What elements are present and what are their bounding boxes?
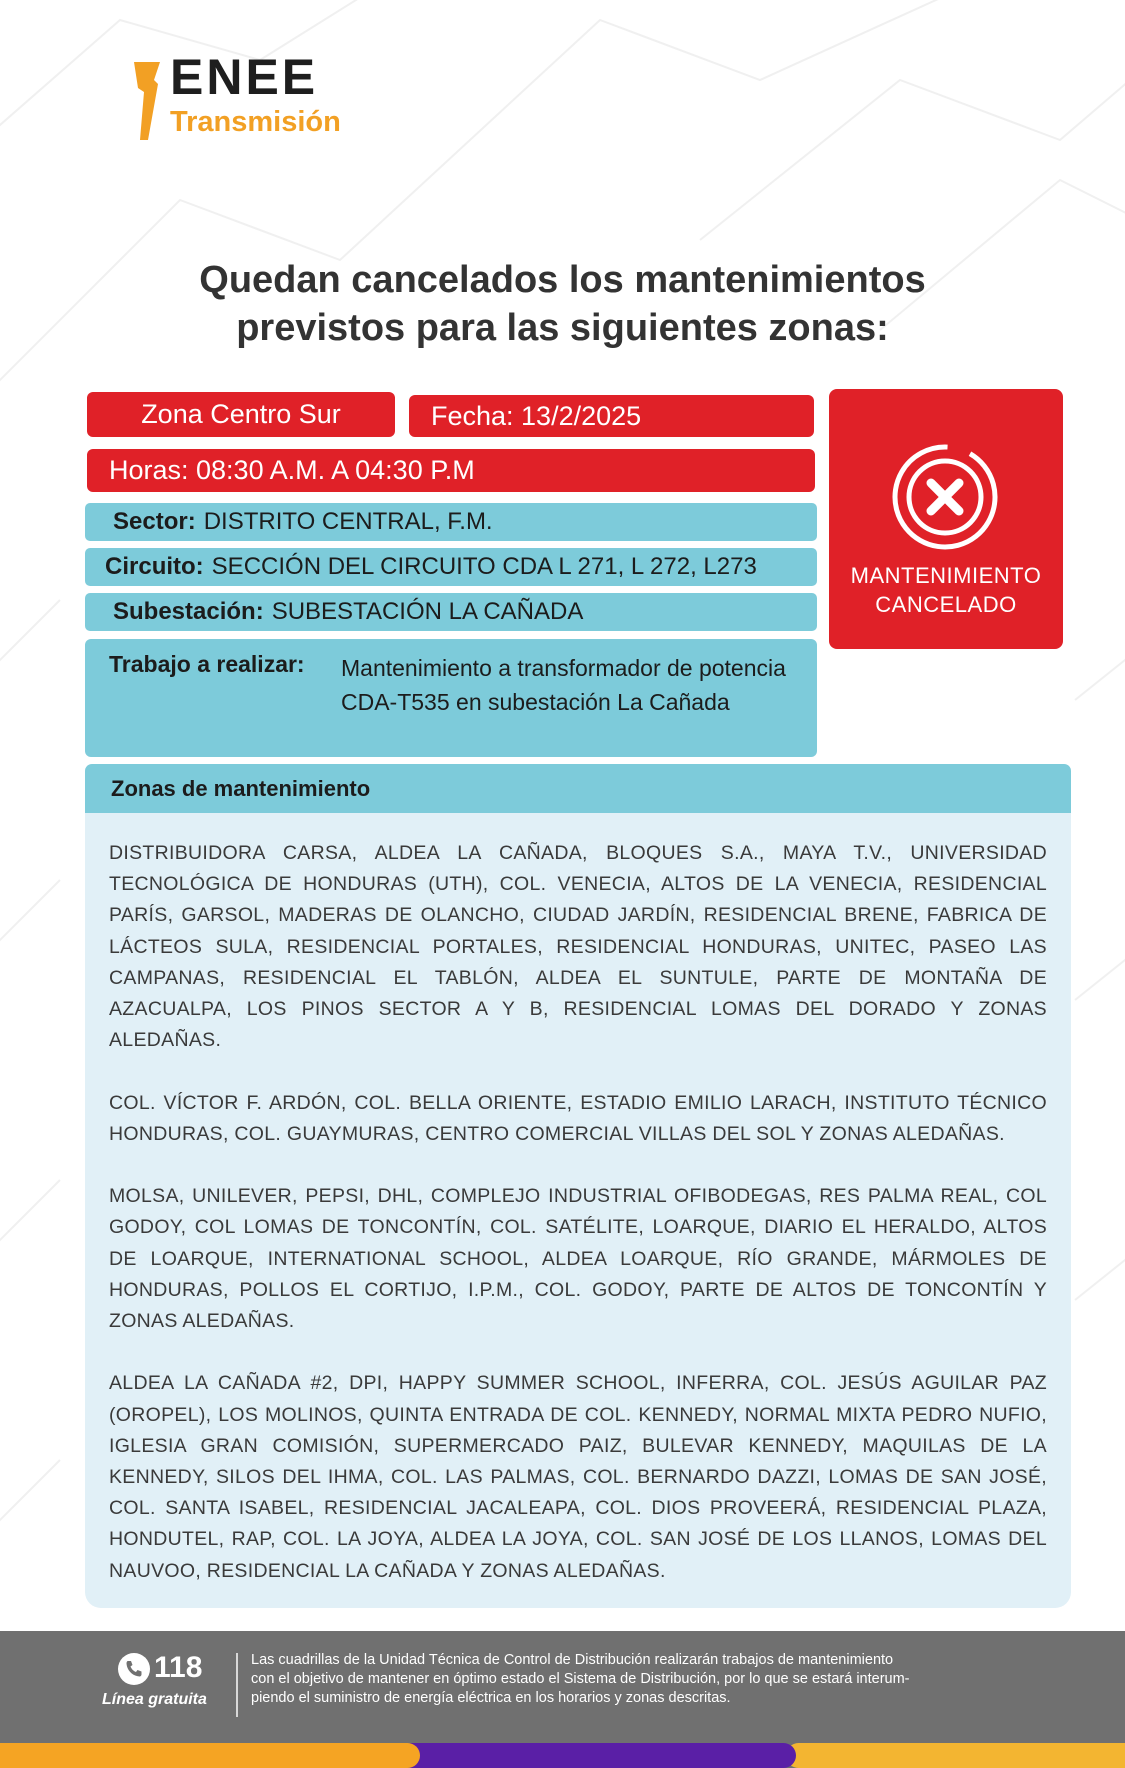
zona-paragraph: COL. VÍCTOR F. ARDÓN, COL. BELLA ORIENTE, ESTADIO EMILIO LARACH, INSTITUTO TÉCNICO HONDURAS, COL. GUAYMURAS, CENTRO COMERCIAL VILLAS DEL SOL Y ZONAS ALEDAÑAS.	[109, 1091, 1047, 1145]
zonas-list	[85, 813, 1071, 1608]
footer-bar-orange	[0, 1743, 420, 1768]
x-circle-icon	[889, 441, 1001, 553]
sector-value: DISTRITO CENTRAL, F.M.	[203, 508, 493, 535]
sector-row	[85, 503, 817, 541]
enee-logo-mark	[134, 62, 160, 140]
footer-note-line-3: piendo el suministro de energía eléctrica en los horarios y zonas descritas.	[251, 1690, 731, 1706]
phone-number: 118	[154, 1651, 203, 1684]
circuito-value: SECCIÓN DEL CIRCUITO CDA L 271, L 272, L273	[211, 553, 757, 580]
footer-divider	[236, 1653, 238, 1717]
page-title	[100, 256, 1025, 352]
footer-note	[251, 1651, 1041, 1708]
sector-label: Sector:	[113, 508, 196, 535]
footer-note-line-1: Las cuadrillas de la Unidad Técnica de Control de Distribución realizarán trabajos de mantenimiento	[251, 1652, 894, 1668]
horas-badge: Horas: 08:30 A.M. A 04:30 P.M	[87, 449, 815, 492]
zona-badge: Zona Centro Sur	[87, 392, 395, 437]
subestacion-label: Subestación:	[113, 598, 264, 625]
circuito-row	[85, 548, 817, 586]
footer-bar-purple	[398, 1743, 796, 1768]
trabajo-label: Trabajo a realizar:	[109, 651, 305, 677]
phone-label: Línea gratuita	[102, 1691, 207, 1708]
logo-subtitle: Transmisión	[170, 106, 341, 138]
circuito-label: Circuito:	[105, 553, 204, 580]
title-line-2: previstos para las siguientes zonas:	[236, 307, 889, 349]
footer-bar-yellow	[786, 1743, 1125, 1768]
footer-note-line-2: con el objetivo de mantener en óptimo estado el Sistema de Distribución, por lo que se estará interum-	[251, 1671, 910, 1687]
footer	[0, 1631, 1125, 1768]
zona-paragraph: ALDEA LA CAÑADA #2, DPI, HAPPY SUMMER SCHOOL, INFERRA, COL. JESÚS AGUILAR PAZ (OROPEL), LOS MOLINOS, QUINTA ENTRADA DE COL. KENNEDY, NORMAL MIXTA PEDRO NUFIO, IGLESIA GRAN COMISIÓN, SUPERMERCADO PAIZ, BULEVAR KENNEDY, MAQUILAS DE LA KENNEDY, SILOS DEL IHMA, COL. LAS PALMAS, COL. BERNARDO DAZZI, LOMAS DE SAN JOSÉ, COL. SANTA ISABEL, RESIDENCIAL JACALEAPA, COL. DIOS PROVEERÁ, RESIDENCIAL PLAZA, HONDUTEL, RAP, COL. LA JOYA, ALDEA LA JOYA, COL. SAN JOSÉ DE LOS LLANOS, LOMAS DEL NAUVOO, RESIDENCIAL LA CAÑADA Y ZONAS ALEDAÑAS.	[109, 1372, 1047, 1582]
fecha-badge: Fecha: 13/2/2025	[409, 395, 814, 437]
cancel-label	[829, 561, 1063, 619]
zona-paragraph: DISTRIBUIDORA CARSA, ALDEA LA CAÑADA, BLOQUES S.A., MAYA T.V., UNIVERSIDAD TECNOLÓGICA DE HONDURAS (UTH), COL. VENECIA, ALTOS DE LA VENECIA, RESIDENCIAL PARÍS, GARSOL, MADERAS DE OLANCHO, CIUDAD JARDÍN, RESIDENCIAL BRENE, FABRICA DE LÁCTEOS SULA, RESIDENCIAL PORTALES, RESIDENCIAL HONDURAS, UNITEC, PASEO LAS CAMPANAS, RESIDENCIAL EL TABLÓN, ALDEA EL SUNTULE, PARTE DE MONTAÑA DE AZACUALPA, LOS PINOS SECTOR A Y B, RESIDENCIAL LOMAS DEL DORADO Y ZONAS ALEDAÑAS.	[109, 842, 1047, 1052]
subestacion-row	[85, 593, 817, 631]
cancel-label-line-2: CANCELADO	[875, 592, 1017, 617]
cancel-label-line-1: MANTENIMIENTO	[850, 563, 1042, 588]
zonas-header: Zonas de mantenimiento	[85, 764, 1071, 813]
logo-name: ENEE	[170, 49, 319, 105]
phone-icon	[118, 1653, 150, 1685]
trabajo-value: Mantenimiento a transformador de potencia CDA-T535 en subestación La Cañada	[341, 655, 786, 715]
mantenimiento-cancelado-card	[829, 389, 1063, 649]
zona-paragraph: MOLSA, UNILEVER, PEPSI, DHL, COMPLEJO INDUSTRIAL OFIBODEGAS, RES PALMA REAL, COL GODOY, COL LOMAS DE TONCONTÍN, COL. SATÉLITE, LOARQUE, DIARIO EL HERALDO, ALTOS DE LOARQUE, INTERNATIONAL SCHOOL, ALDEA LOARQUE, RÍO GRANDE, MÁRMOLES DE HONDURAS, POLLOS EL CORTIJO, I.P.M., COL. GODOY, PARTE DE ALTOS DE TONCONTÍN Y ZONAS ALEDAÑAS.	[109, 1185, 1047, 1333]
trabajo-row	[85, 639, 817, 757]
subestacion-value: SUBESTACIÓN LA CAÑADA	[271, 598, 584, 625]
title-line-1: Quedan cancelados los mantenimientos	[199, 259, 926, 301]
